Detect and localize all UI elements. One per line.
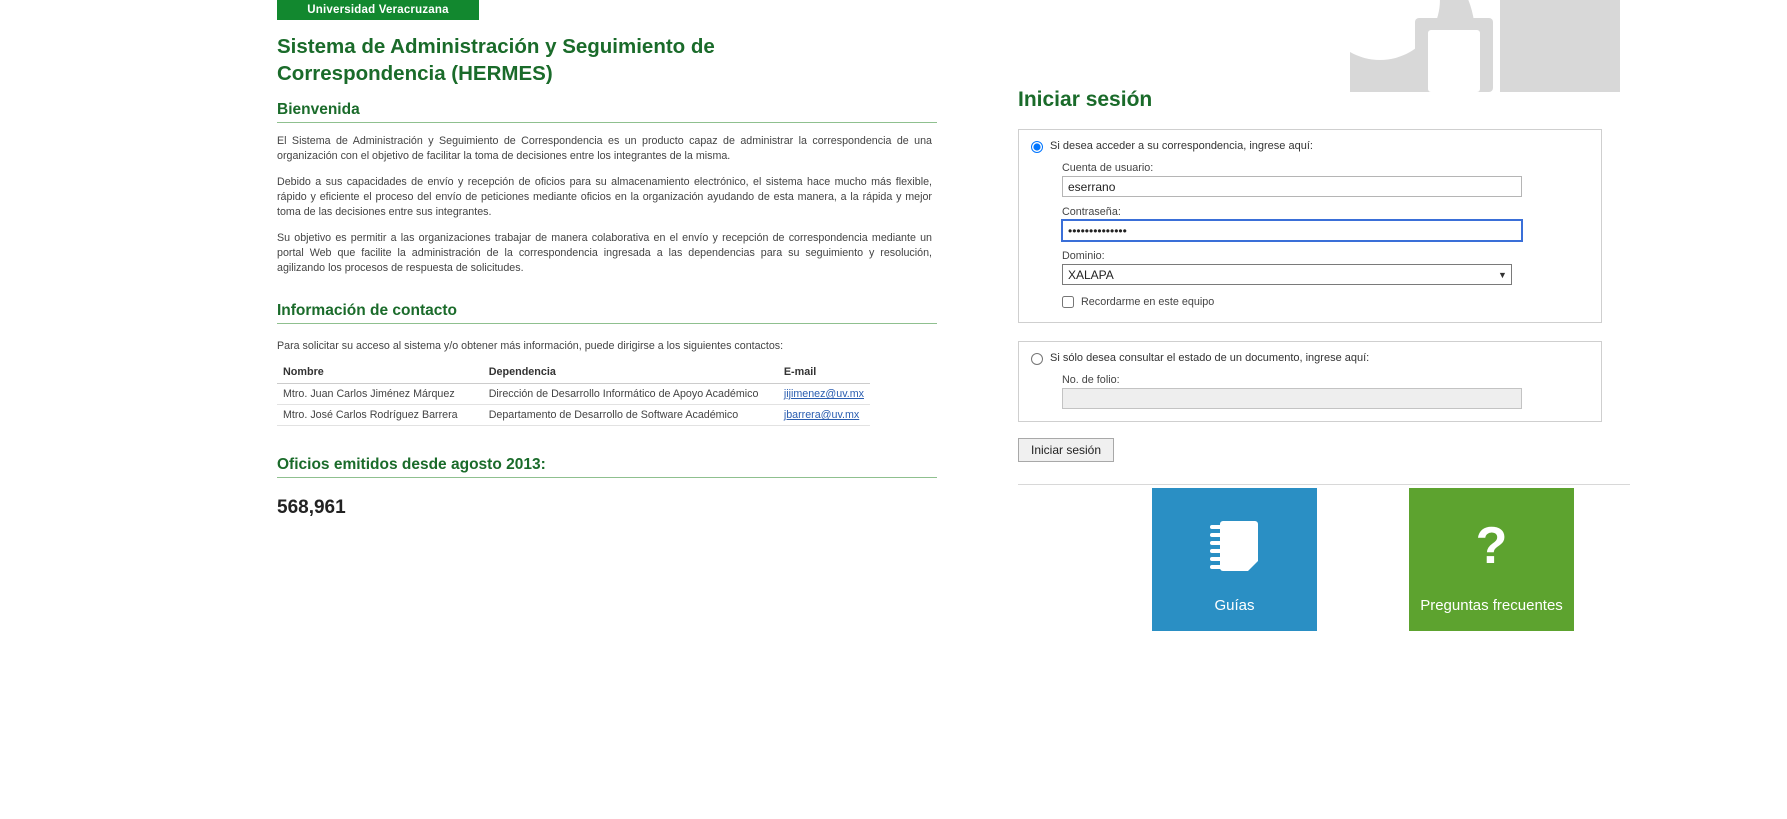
login-access-box — [1018, 129, 1602, 323]
chevron-down-icon: ▼ — [1498, 269, 1507, 280]
column-header-nombre: Nombre — [277, 363, 483, 384]
cell-email — [778, 384, 870, 405]
welcome-paragraph-3: Su objetivo es permitir a las organizaciones trabajar de manera colaborativa en el envío y recepción de correspondencia mediante un portal Web que facilite la administración de la correspondencia ingresada a las dependencias para su seguimiento y resolución, agilizando los procesos de respuesta de solicitudes. — [277, 232, 932, 274]
password-label: Contraseña: — [1062, 206, 1121, 218]
radio-access-label: Si desea acceder a su correspondencia, ingrese aquí: — [1050, 140, 1313, 152]
folio-input[interactable] — [1062, 388, 1522, 409]
email-link[interactable]: jijimenez@uv.mx — [783, 388, 864, 400]
welcome-paragraph-1: El Sistema de Administración y Seguimiento de Correspondencia es un producto capaz de administrar la correspondencia de una organización con el objetivo de facilitar la toma de decisiones entre los integrantes de la misma. — [277, 135, 932, 162]
radio-access-input[interactable] — [1031, 141, 1043, 153]
contact-heading: Información de contacto — [277, 302, 937, 324]
table-header-row — [277, 363, 870, 384]
cell-nombre: Mtro. Juan Carlos Jiménez Márquez — [277, 384, 483, 405]
domain-label: Dominio: — [1062, 250, 1105, 262]
remember-me-checkbox[interactable] — [1062, 296, 1074, 308]
domain-select[interactable] — [1062, 264, 1512, 285]
tile-preguntas-frecuentes[interactable] — [1409, 488, 1574, 631]
folio-label: No. de folio: — [1062, 374, 1120, 386]
university-banner — [277, 0, 479, 20]
table-row — [277, 384, 870, 405]
login-folio-box — [1018, 341, 1602, 422]
radio-folio-label: Si sólo desea consultar el estado de un documento, ingrese aquí: — [1050, 352, 1370, 364]
login-panel — [1018, 88, 1630, 485]
left-content-column — [277, 0, 947, 519]
page-title: Sistema de Administración y Seguimiento de Correspondencia (HERMES) — [277, 35, 715, 85]
column-header-email: E-mail — [778, 363, 870, 384]
table-row — [277, 405, 870, 426]
contact-lead-text: Para solicitar su acceso al sistema y/o obtener más información, puede dirigirse a los siguientes contactos: — [277, 340, 784, 352]
tile-guias[interactable] — [1152, 488, 1317, 631]
email-link[interactable]: jbarrera@uv.mx — [783, 409, 860, 421]
tile-guias-label: Guías — [1214, 597, 1255, 614]
contact-table — [277, 363, 870, 426]
username-input[interactable] — [1062, 176, 1522, 197]
cell-dependencia: Dirección de Desarrollo Informático de Apoyo Académico — [483, 384, 778, 405]
welcome-heading: Bienvenida — [277, 101, 937, 123]
tile-faq-label: Preguntas frecuentes — [1420, 597, 1563, 614]
radio-option-access[interactable] — [1031, 140, 1589, 153]
password-input[interactable] — [1062, 220, 1522, 241]
username-label: Cuenta de usuario: — [1062, 162, 1154, 174]
notebook-icon — [1152, 515, 1317, 577]
cell-nombre: Mtro. José Carlos Rodríguez Barrera — [277, 405, 483, 426]
cell-email — [778, 405, 870, 426]
remember-me-label: Recordarme en este equipo — [1081, 296, 1215, 308]
column-header-dependencia: Dependencia — [483, 363, 778, 384]
radio-folio-input[interactable] — [1031, 353, 1043, 365]
login-title: Iniciar sesión — [1018, 88, 1153, 111]
background-graphic — [1350, 0, 1620, 92]
login-submit-button[interactable]: Iniciar sesión — [1018, 438, 1114, 462]
radio-option-folio[interactable] — [1031, 352, 1589, 365]
remember-me-row[interactable] — [1062, 296, 1589, 308]
welcome-paragraph-2: Debido a sus capacidades de envío y recepción de oficios para su almacenamiento electrónico, el sistema hace mucho más flexible, rápido y eficiente el proceso del envío de peticiones mediante oficios en la organización ayudando de esta manera, a la rápida y mejor toma de las decisiones entre sus integrantes. — [277, 176, 932, 218]
oficios-heading: Oficios emitidos desde agosto 2013: — [277, 456, 937, 478]
domain-select-value: XALAPA — [1068, 267, 1114, 282]
question-mark-icon: ? — [1475, 517, 1508, 575]
cell-dependencia: Departamento de Desarrollo de Software Académico — [483, 405, 778, 426]
shortcut-tiles — [1152, 488, 1574, 631]
oficios-count: 568,961 — [277, 497, 346, 518]
section-divider — [1018, 484, 1630, 485]
university-banner-label: Universidad Veracruzana — [307, 4, 449, 16]
